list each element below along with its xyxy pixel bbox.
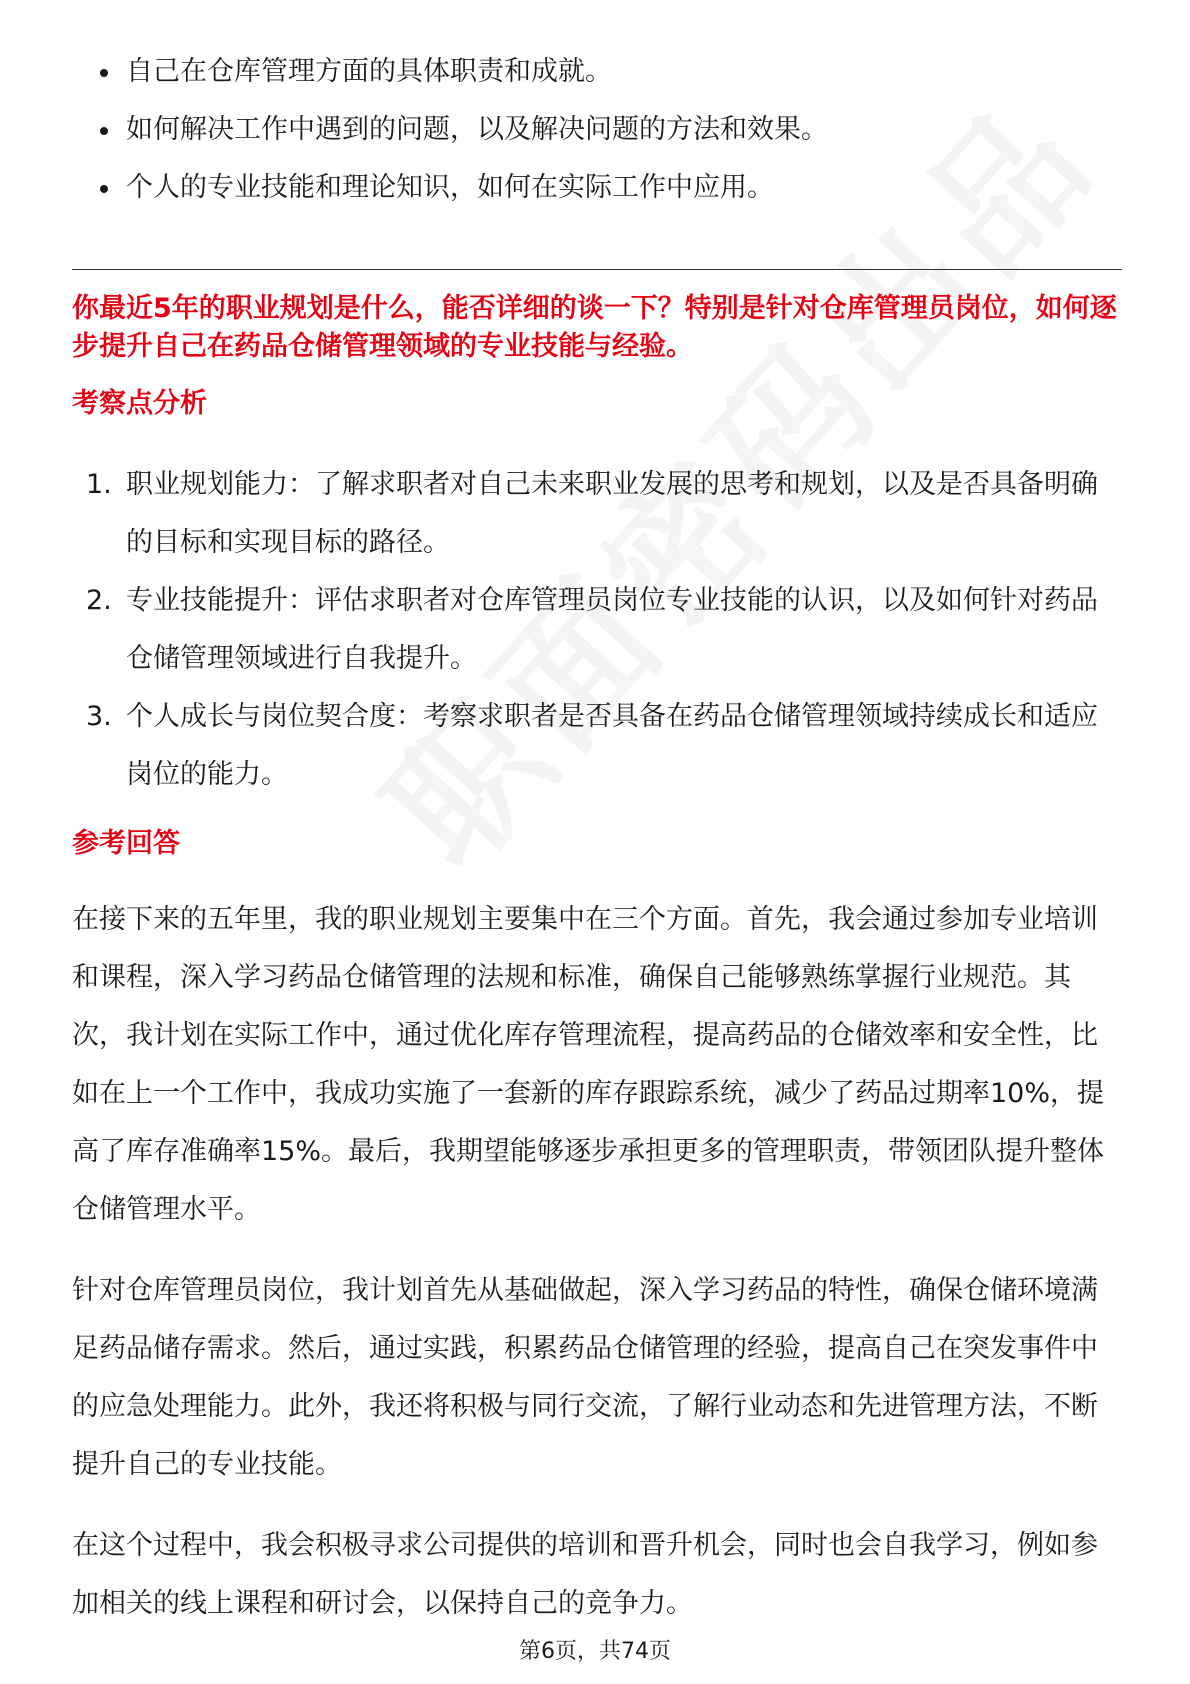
bullet-list [96,52,1106,226]
section-divider [72,269,1122,270]
item-text: 专业技能提升：评估求职者对仓库管理员岗位专业技能的认识，以及如何针对药品仓储管理领域进行自我提升。 [126,585,1098,674]
analysis-list [72,456,1122,804]
interview-question: 你最近5年的职业规划是什么，能否详细的谈一下？特别是针对仓库管理员岗位，如何逐步提升自己在药品仓储管理领域的专业技能与经验。 [72,293,1117,362]
list-item [96,110,1106,150]
item-text: 职业规划能力：了解求职者对自己未来职业发展的思考和规划，以及是否具备明确的目标和实现目标的路径。 [126,469,1098,558]
bullet-text: 自己在仓库管理方面的具体职责和成就。 [126,56,612,87]
item-number: 2. [86,585,112,616]
list-item [72,456,1122,572]
bullet-dot-icon [100,185,108,193]
bullet-text: 个人的专业技能和理论知识，如何在实际工作中应用。 [126,172,774,203]
answer-heading: 参考回答 [72,828,180,859]
item-number: 3. [86,701,112,732]
item-text: 个人成长与岗位契合度：考察求职者是否具备在药品仓储管理领域持续成长和适应岗位的能力。 [126,701,1098,790]
list-item [96,52,1106,92]
item-number: 1. [86,469,112,500]
answer-paragraph: 在接下来的五年里，我的职业规划主要集中在三个方面。首先，我会通过参加专业培训和课程，深入学习药品仓储管理的法规和标准，确保自己能够熟练掌握行业规范。其次，我计划在实际工作中，通过优化库存管理流程，提高药品的仓储效率和安全性，比如在上一个工作中，我成功实施了一套新的库存跟踪系统，减少了药品过期率10%，提高了库存准确率15%。最后，我期望能够逐步承担更多的管理职责，带领团队提升整体仓储管理水平。 [72,904,1105,1225]
list-item [72,688,1122,804]
page-number: 第6页，共74页 [519,1639,671,1664]
analysis-heading: 考察点分析 [72,388,207,419]
list-item [72,572,1122,688]
list-item [96,168,1106,208]
answer-paragraph: 在这个过程中，我会积极寻求公司提供的培训和晋升机会，同时也会自我学习，例如参加相关的线上课程和研讨会，以保持自己的竞争力。 [72,1530,1098,1619]
bullet-text: 如何解决工作中遇到的问题，以及解决问题的方法和效果。 [126,114,828,145]
answer-paragraph: 针对仓库管理员岗位，我计划首先从基础做起，深入学习药品的特性，确保仓储环境满足药品储存需求。然后，通过实践，积累药品仓储管理的经验，提高自己在突发事件中的应急处理能力。此外，我还将积极与同行交流，了解行业动态和先进管理方法，不断提升自己的专业技能。 [72,1275,1098,1480]
bullet-dot-icon [100,127,108,135]
bullet-dot-icon [100,69,108,77]
